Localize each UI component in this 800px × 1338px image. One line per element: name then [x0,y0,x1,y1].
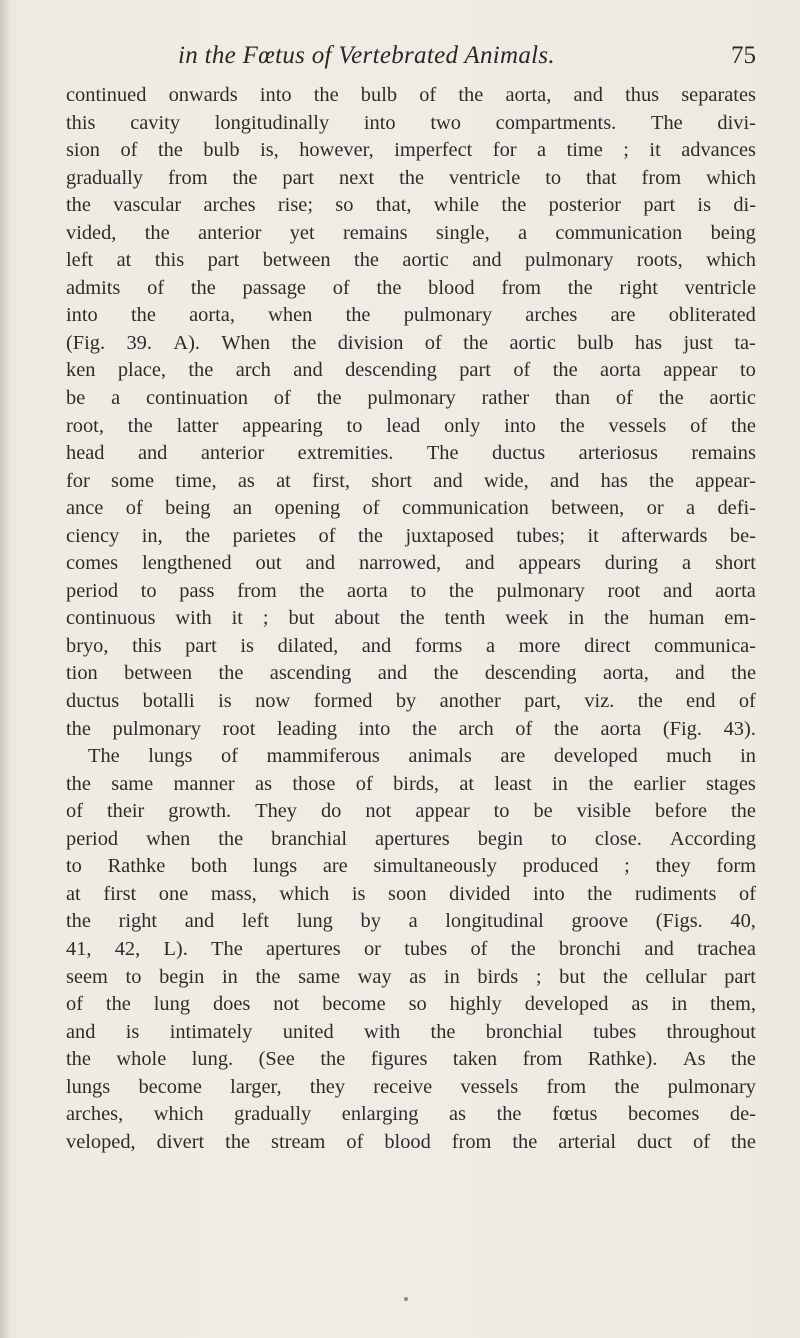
text-line: to Rathke both lungs are simultaneously produced ; they form [66,855,756,878]
text-line: The lungs of mammiferous animals are developed much in [88,745,756,768]
text-line: this cavity longitudinally into two compartments. The divi- [66,111,756,134]
text-line: root, the latter appearing to lead only into the vessels of the [66,414,756,437]
text-line: of their growth. They do not appear to be visible before the [66,800,756,823]
text-line: admits of the passage of the blood from the right ventricle [66,276,756,299]
text-line: the vascular arches rise; so that, while the posterior part is di- [66,194,756,217]
text-line: be a continuation of the pulmonary rather than of the aortic [66,387,756,410]
text-line: and is intimately united with the bronchial tubes throughout [66,1020,756,1043]
spine-shadow [0,0,10,1338]
text-line: the whole lung. (See the figures taken from Rathke). As the [66,1048,756,1071]
text-line: bryo, this part is dilated, and forms a more direct communica- [66,634,756,657]
text-line: seem to begin in the same way as in birds ; but the cellular part [66,965,756,988]
text-line: of the lung does not become so highly developed as in them, [66,993,756,1016]
text-line: sion of the bulb is, however, imperfect for a time ; it advances [66,139,756,162]
page-number: 75 [731,42,756,69]
text-line: ken place, the arch and descending part of the aorta appear to [66,359,756,382]
text-line: 41, 42, L). The apertures or tubes of the bronchi and trachea [66,937,756,960]
text-line: ductus botalli is now formed by another part, viz. the end of [66,690,756,713]
text-line: period when the branchial apertures begin to close. According [66,827,756,850]
text-line: lungs become larger, they receive vessels from the pulmonary [66,1075,756,1098]
text-line: for some time, as at first, short and wide, and has the appear- [66,469,756,492]
text-line: the right and left lung by a longitudinal groove (Figs. 40, [66,910,756,933]
text-line: gradually from the part next the ventricle to that from which [66,166,756,189]
text-line: (Fig. 39. A). When the division of the aortic bulb has just ta- [66,331,756,354]
text-line: ciency in, the parietes of the juxtaposed tubes; it afterwards be- [66,524,756,547]
text-line: at first one mass, which is soon divided into the rudiments of [66,882,756,905]
text-line: head and anterior extremities. The ductus arteriosus remains [66,442,756,465]
text-line: comes lengthened out and narrowed, and appears during a short [66,552,756,575]
text-line: vided, the anterior yet remains single, a communication being [66,221,756,244]
text-line: veloped, divert the stream of blood from the arterial duct of the [66,1130,756,1153]
running-head [66,36,756,76]
text-line: the same manner as those of birds, at least in the earlier stages [66,772,756,795]
text-line: the pulmonary root leading into the arch of the aorta (Fig. 43). [66,717,756,740]
text-line: left at this part between the aortic and pulmonary roots, which [66,249,756,272]
text-line: into the aorta, when the pulmonary arches are obliterated [66,304,756,327]
paper-speck [404,1297,408,1301]
body-text [66,82,756,1156]
text-line: period to pass from the aorta to the pulmonary root and aorta [66,579,756,602]
text-line: ance of being an opening of communication between, or a defi- [66,497,756,520]
text-line: tion between the ascending and the descending aorta, and the [66,662,756,685]
text-line: continued onwards into the bulb of the aorta, and thus separates [66,84,756,106]
running-title: in the Fœtus of Vertebrated Animals. [178,42,555,69]
text-line: arches, which gradually enlarging as the fœtus becomes de- [66,1103,756,1126]
text-line: continuous with it ; but about the tenth week in the human em- [66,607,756,630]
